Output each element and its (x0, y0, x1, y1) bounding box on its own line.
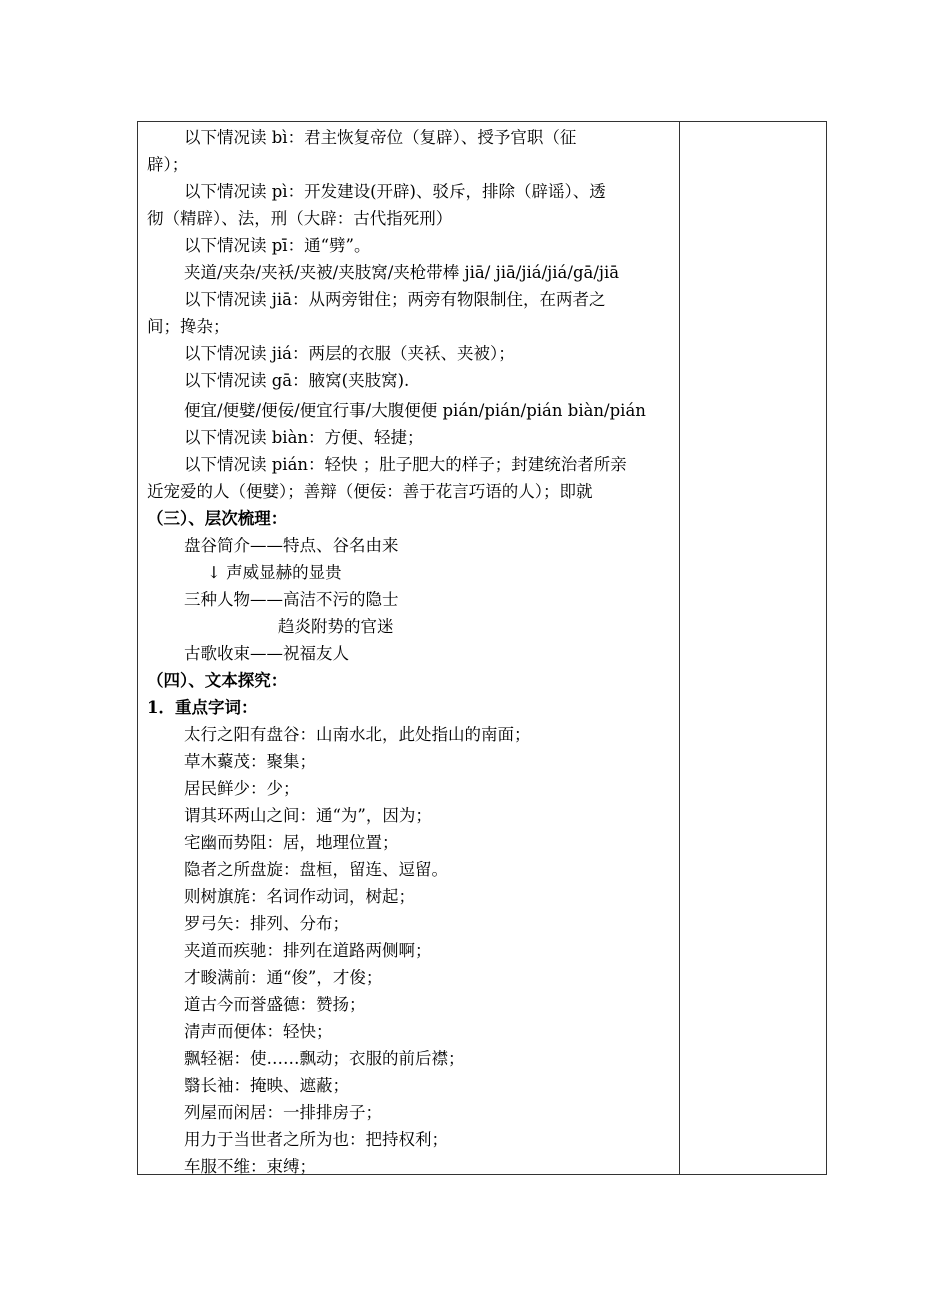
text-line: 才畯满前：通“俊”，才俊； (184, 968, 383, 987)
text-line: 草木藂茂：聚集； (184, 752, 316, 771)
text-line: （三）、层次梳理： (147, 509, 288, 528)
text-line: 道古今而誉盛德：赞扬； (184, 995, 366, 1014)
text-line: 趋炎附势的官迷 (278, 617, 394, 636)
text-line: 便宜/便嬖/便佞/便宜行事/大腹便便 pián/pián/pián biàn/pián (184, 401, 646, 420)
document-table (137, 121, 827, 1175)
text-line: 以下情况读 pì：开发建设(开辟)、驳斥，排除（辟谣）、透 (184, 182, 606, 201)
text-line: 古歌收束——祝福友人 (184, 644, 349, 663)
text-line: 居民鲜少：少； (184, 779, 300, 798)
text-line: 辟）； (147, 155, 189, 174)
text-line: 宅幽而势阻：居，地理位置； (184, 833, 399, 852)
text-line: 以下情况读 bì：君主恢复帝位（复辟）、授予官职（征 (184, 128, 577, 147)
text-line: 以下情况读 jiā：从两旁钳住；两旁有物限制住，在两者之 (184, 290, 606, 309)
text-line: 飘轻裾：使……飘动；衣服的前后襟； (184, 1049, 465, 1068)
text-line: 1．重点字词： (147, 698, 258, 717)
left-cell-content (147, 124, 673, 1180)
text-line: 间；搀杂； (147, 317, 230, 336)
text-line: 以下情况读 gā：腋窝(夹肢窝). (184, 371, 410, 390)
text-line: 用力于当世者之所为也：把持权利； (184, 1130, 448, 1149)
text-line: 谓其环两山之间：通“为”，因为； (184, 806, 432, 825)
text-line: ↓ 声威显赫的显贵 (207, 563, 342, 582)
text-line: 罗弓矢：排列、分布； (184, 914, 349, 933)
text-line: 列屋而闲居：一排排房子； (184, 1103, 382, 1122)
right-empty-cell (680, 122, 826, 1174)
text-line: 盘谷简介——特点、谷名由来 (184, 536, 399, 555)
text-line: （四）、文本探究： (147, 671, 288, 690)
text-line: 近宠爱的人（便嬖）；善辩（便佞：善于花言巧语的人）；即就 (147, 482, 593, 501)
text-line: 翳长袖：掩映、遮蔽； (184, 1076, 349, 1095)
text-line: 夹道而疾驰：排列在道路两侧啊； (184, 941, 432, 960)
text-line: 以下情况读 jiá：两层的衣服（夹袄、夹被）； (184, 344, 515, 363)
text-line: 以下情况读 biàn：方便、轻捷； (184, 428, 424, 447)
text-line: 以下情况读 pī：通“劈”。 (184, 236, 371, 255)
text-line: 车服不维：束缚； (184, 1157, 316, 1176)
text-line: 清声而便体：轻快； (184, 1022, 333, 1041)
text-line: 则树旗旄：名词作动词，树起； (184, 887, 415, 906)
text-line: 隐者之所盘旋：盘桓，留连、逗留。 (184, 860, 448, 879)
text-line: 以下情况读 pián：轻快 ；肚子肥大的样子；封建统治者所亲 (184, 455, 627, 474)
text-line: 太行之阳有盘谷：山南水北，此处指山的南面； (184, 725, 531, 744)
text-line: 夹道/夹杂/夹袄/夹被/夹肢窝/夹枪带棒 jiā/ jiā/jiá/jiá/gā/jiā (184, 263, 620, 282)
text-line: 彻（精辟）、法，刑（大辟：古代指死刑） (147, 209, 453, 228)
text-line: 三种人物——高洁不污的隐士 (184, 590, 399, 609)
